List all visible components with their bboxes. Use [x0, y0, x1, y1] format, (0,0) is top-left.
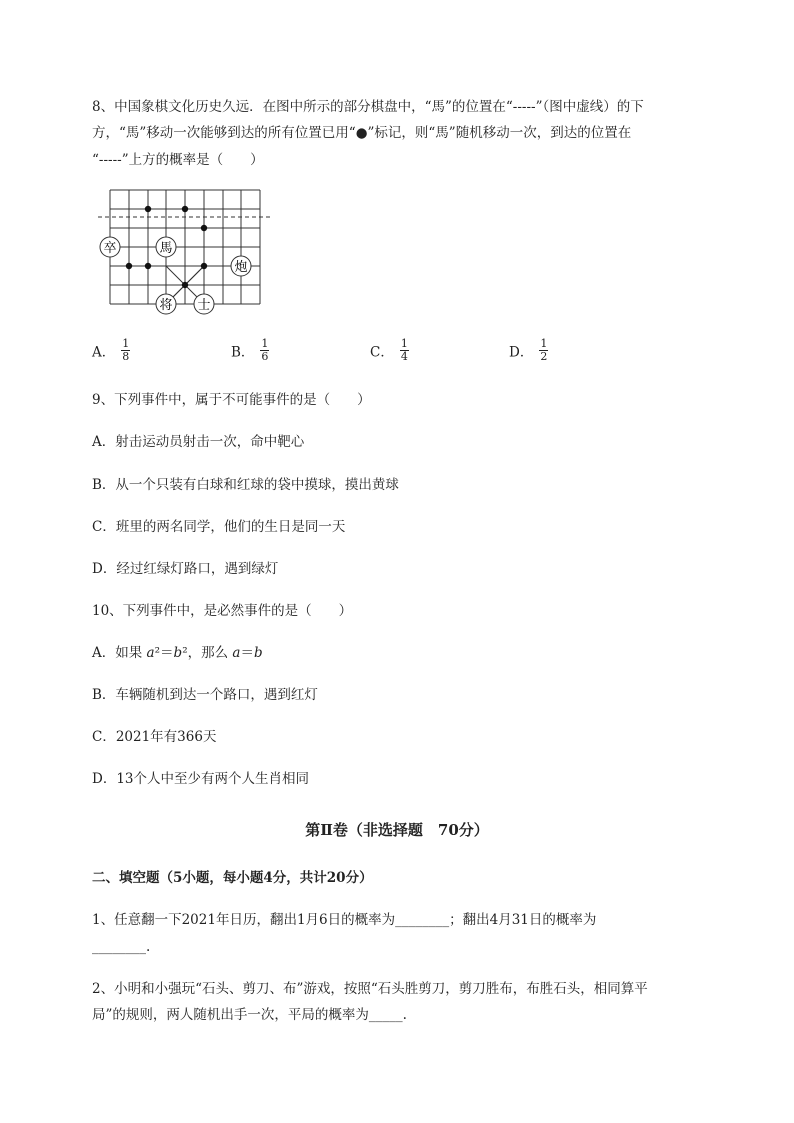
- piece-jiang: [156, 294, 176, 314]
- q10-option-a: A．如果 a²＝b²，那么 a＝b: [92, 645, 263, 661]
- q8-option-c: C． $\frac{1}{4}$: [370, 337, 408, 363]
- q8-option-d: D． $\frac{1}{2}$: [509, 337, 548, 363]
- q8-stem-line3: “-----”上方的概率是（ ）: [92, 152, 264, 168]
- fill1-line1: 1、任意翻一下2021年日历，翻出1月6日的概率为________；翻出4月31日的概率为: [92, 912, 597, 928]
- piece-zu: [100, 237, 120, 257]
- q8-option-b: B． $\frac{1}{6}$: [231, 337, 269, 363]
- fill1-line2: ________.: [92, 939, 151, 955]
- q10-option-b: B．车辆随机到达一个路口，遇到红灯: [92, 687, 318, 703]
- q10-option-c: C．2021年有366天: [92, 729, 217, 745]
- q10-stem: 10、下列事件中，是必然事件的是（ ）: [92, 603, 353, 619]
- svg-text:卒: 卒: [103, 241, 117, 256]
- piece-pao: [231, 256, 251, 276]
- q9-option-b: B．从一个只装有白球和红球的袋中摸球，摸出黄球: [92, 477, 399, 493]
- piece-ma: [156, 237, 176, 257]
- fill2-line1: 2、小明和小强玩“石头、剪刀、布”游戏，按照“石头胜剪刀，剪刀胜布，布胜石头，相同算平: [92, 981, 648, 997]
- q9-option-d: D．经过红绿灯路口，遇到绿灯: [92, 561, 279, 577]
- piece-shi: [194, 294, 214, 314]
- fill2-line2: 局”的规则，两人随机出手一次，平局的概率为_____.: [92, 1007, 407, 1023]
- section2-heading: 二、填空题（5小题，每小题4分，共计20分）: [92, 870, 373, 886]
- svg-text:炮: 炮: [234, 260, 248, 275]
- svg-text:将: 将: [159, 298, 173, 313]
- chess-board-figure: [90, 186, 280, 316]
- q10-option-d: D．13个人中至少有两个人生肖相同: [92, 771, 310, 787]
- q9-option-a: A．射击运动员射击一次，命中靶心: [92, 434, 305, 450]
- q8-stem-line1: 8、中国象棋文化历史久远．在图中所示的部分棋盘中，“馬”的位置在“-----”（图中虚线）的下: [92, 99, 644, 115]
- section2-title: 第Ⅱ卷（非选择题 70分）: [305, 821, 489, 839]
- q9-stem: 9、下列事件中，属于不可能事件的是（ ）: [92, 392, 371, 408]
- q8-stem-line2: 方，“馬”移动一次能够到达的所有位置已用“●”标记，则“馬”随机移动一次，到达的位置在: [92, 125, 632, 141]
- q8-option-a: A． $\frac{1}{8}$: [92, 337, 130, 363]
- svg-text:馬: 馬: [159, 241, 173, 256]
- svg-text:士: 士: [197, 298, 211, 313]
- q9-option-c: C．班里的两名同学，他们的生日是同一天: [92, 519, 346, 535]
